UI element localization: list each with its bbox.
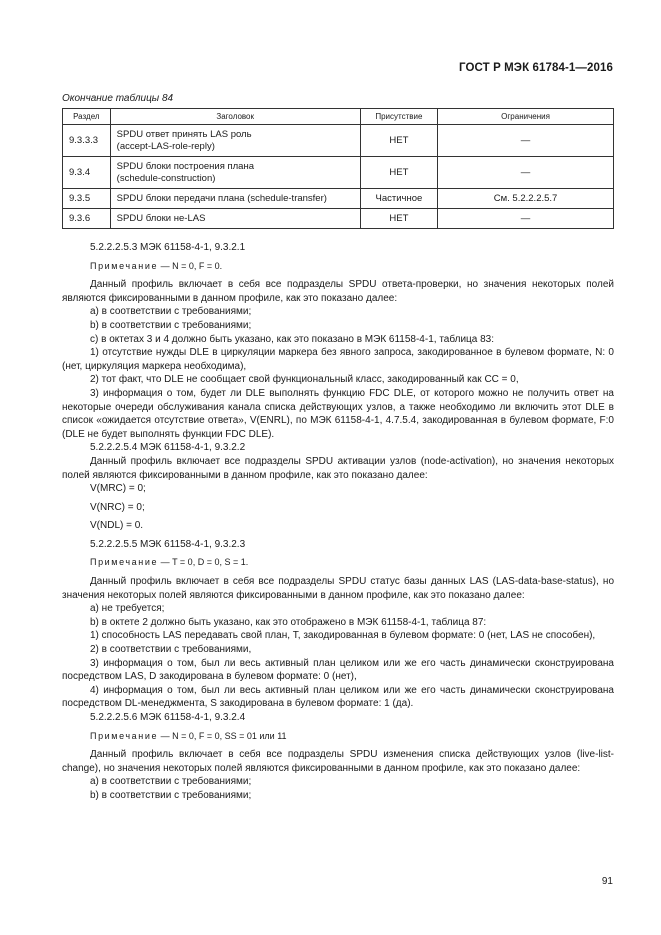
list-item: а) в соответствии с требованиями; [90,776,252,788]
col-header-title: Заголовок [110,109,360,125]
paragraph: Данный профиль включает в себя все подразделы SPDU статус базы данных LAS (LAS-data-base-status), но значения некоторых полей являются фиксированными в данном профиле, как это показано далее: [62,576,614,601]
note-text: — T = 0, D = 0, S = 1. [158,557,249,568]
clause-heading: 5.2.2.2.5.3 МЭК 61158-4-1, 9.3.2.1 [90,242,246,253]
note [62,260,614,274]
list-item: 3) информация о том, был ли весь активный план целиком или же его часть динамически сконструирована посредством LAS, D закодирована в булевом формате: 0 (нет), [62,657,614,683]
table-row [63,125,614,157]
list-item: 1) способность LAS передавать свой план, T, закодированная в булевом формате: 0 (нет, LAS не способен), [90,630,596,642]
cell-presence: НЕТ [360,157,437,189]
note-text: — N = 0, F = 0. [158,260,223,271]
list-item: а) в соответствии с требованиями; [90,306,252,318]
cell-title: SPDU блоки передачи плана (schedule-transfer) [110,189,360,209]
cell-title-line: (schedule-construction) [116,172,216,184]
cell-presence: НЕТ [360,209,437,229]
cell-title [110,157,360,189]
list-item: 2) тот факт, что DLE не сообщает свой функциональный класс, закодированный как CC = 0, [90,374,519,386]
body-text [62,241,614,803]
note [62,556,614,570]
paragraph: Данный профиль включает все подразделы SPDU активации узлов (node-activation), но значения некоторых полей являются фиксированными в данном профиле, как это показано далее: [62,455,614,481]
cell-constraints: — [438,209,614,229]
cell-title-line: SPDU ответ принять LAS роль [116,129,252,140]
clause-heading: 5.2.2.2.5.6 МЭК 61158-4-1, 9.3.2.4 [90,712,246,723]
note [62,730,614,744]
formula: V(MRC) = 0; [90,483,146,495]
list-item: b) в соответствии с требованиями; [90,789,252,801]
list-item: 2) в соответствии с требованиями, [90,644,252,656]
cell-constraints: — [438,125,614,157]
list-item: 4) информация о том, был ли весь активный план целиком или же его часть динамически сконструирована посредством DL-менеджмента, S закодирована в булевом формате: 1 (да). [62,684,614,710]
table-caption: Окончание таблицы 84 [62,93,174,104]
cell-section: 9.3.5 [63,189,111,209]
clause-heading: 5.2.2.2.5.5 МЭК 61158-4-1, 9.3.2.3 [90,538,246,550]
list-item: 1) отсутствие нужды DLE в циркуляции маркера без явного запроса, закодированное в булевом формате, N: 0 (нет, циркуляция маркера необходима), [62,347,614,372]
col-header-presence: Присутствие [360,109,437,125]
cell-section: 9.3.3.3 [63,125,111,157]
paragraph: Данный профиль включает в себя все подразделы SPDU изменения списка действующих узлов (live-list-change), но значения некоторых полей являются фиксированными в данном профиле, как это показано далее: [62,749,614,774]
formula: V(NRC) = 0; [90,501,145,513]
clause-heading: 5.2.2.2.5.4 МЭК 61158-4-1, 9.3.2.2 [90,442,246,454]
cell-title: SPDU блоки не-LAS [110,209,360,229]
cell-constraints: — [438,157,614,189]
formula: V(NDL) = 0. [90,520,144,532]
page-number: 91 [601,876,613,887]
note-label: Примечание [90,260,159,271]
list-item: 3) информация о том, будет ли DLE выполнять функцию FDC DLE, от которого можно не получить ответ на некоторые очереди обслуживания канала списка действующих узлов, а также необходимо ли включить этот DLE в список «ожидается отсутствие ответа», V(ENRL), по МЭК 61158-4-1, 4.7.5.4, закодированная в булевом формате, F:0 (DLE не будет выполнять функции FDC DLE). [62,387,614,440]
cell-presence: НЕТ [360,125,437,157]
cell-title [110,125,360,157]
table-header-row [63,109,614,125]
table-row [63,209,614,229]
list-item: с) в октетах 3 и 4 должно быть указано, как это показано в МЭК 61158-4-1, таблица 83: [90,333,495,345]
col-header-section: Раздел [63,109,111,125]
cell-section: 9.3.6 [63,209,111,229]
cell-constraints: См. 5.2.2.2.5.7 [438,189,614,209]
cell-presence: Частичное [360,189,437,209]
standard-header: ГОСТ Р МЭК 61784-1—2016 [459,62,613,74]
table-row [63,157,614,189]
list-item: b) в октете 2 должно быть указано, как это отображено в МЭК 61158-4-1, таблица 87: [90,616,487,628]
cell-title-line: SPDU блоки построения плана [116,161,254,172]
list-item: b) в соответствии с требованиями; [90,319,252,331]
cell-section: 9.3.4 [63,157,111,189]
list-item: а) не требуется; [90,603,165,615]
note-label: Примечание [90,730,159,741]
paragraph: Данный профиль включает в себя все подразделы SPDU ответа-проверки, но значения некоторых полей являются фиксированными в данном профиле, как это показано далее: [62,279,614,304]
table-row [63,189,614,209]
cell-title-line: (accept-LAS-role-reply) [116,140,215,152]
note-label: Примечание [90,557,159,568]
note-text: — N = 0, F = 0, SS = 01 или 11 [158,730,287,741]
constraints-table [62,108,614,229]
col-header-constraints: Ограничения [438,109,614,125]
